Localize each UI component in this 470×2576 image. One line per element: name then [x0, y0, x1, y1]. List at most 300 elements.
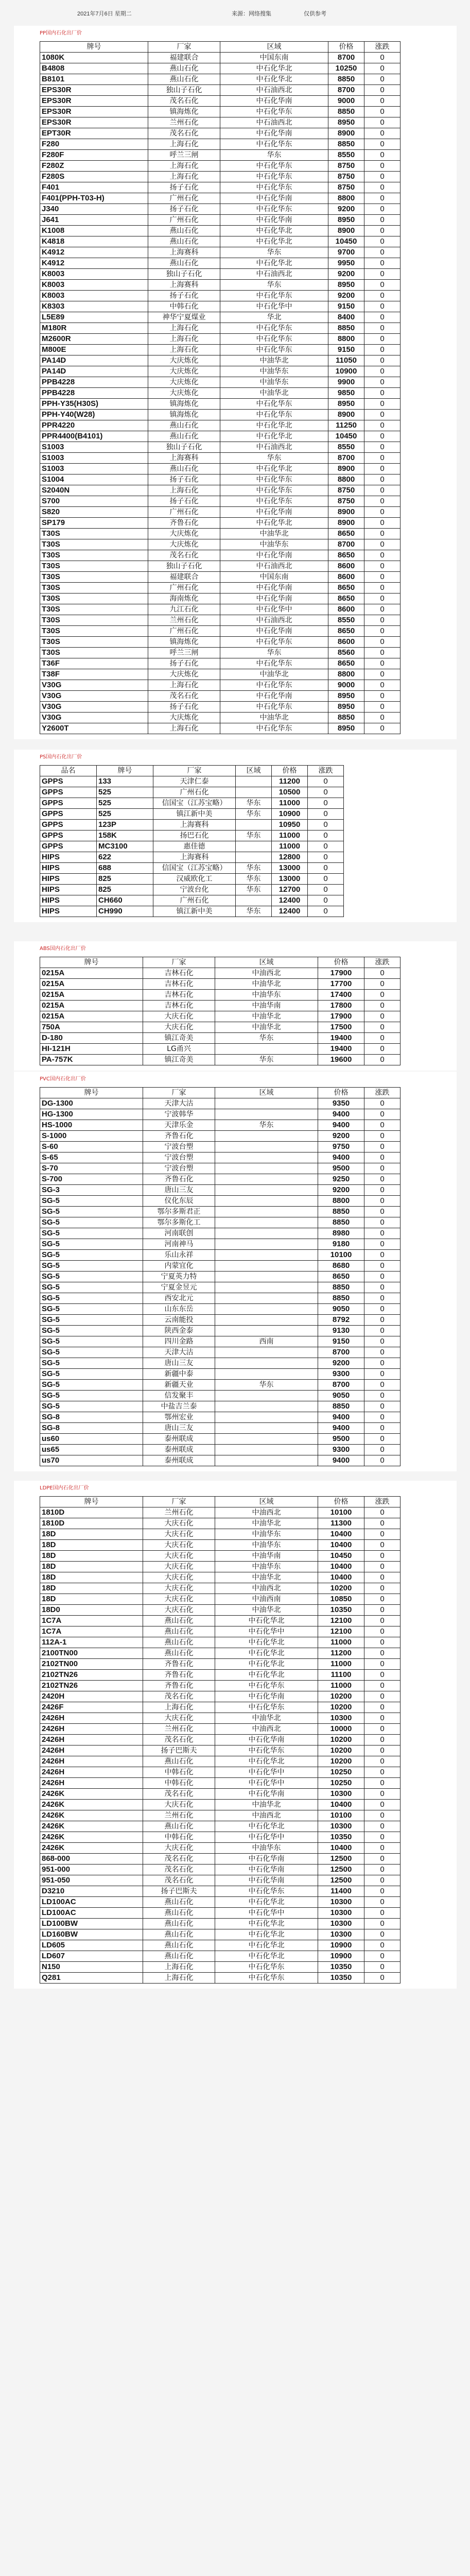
text-cell: 中油西北: [215, 1724, 318, 1735]
grade-cell: Y2600T: [40, 723, 148, 734]
grade-cell: 2426H: [40, 1713, 143, 1724]
column-header: 厂家: [148, 42, 220, 53]
text-cell: 中油华北: [215, 1011, 318, 1022]
price-cell: 10350: [318, 1605, 364, 1616]
text-cell: 镇江新中美: [153, 809, 236, 820]
column-header: 品名: [40, 766, 97, 776]
text-cell: 燕山石化: [143, 1821, 215, 1832]
grade-cell: PPB4228: [40, 377, 148, 388]
grade-cell: K4818: [40, 236, 148, 247]
price-cell: 8550: [328, 442, 364, 453]
change-cell: 0: [364, 1401, 401, 1412]
grade-cell: F280S: [40, 172, 148, 182]
table-row: [40, 1380, 401, 1391]
grade-cell: EPS30R: [40, 96, 148, 107]
price-cell: 10200: [318, 1583, 364, 1594]
price-cell: 9900: [328, 377, 364, 388]
text-cell: 燕山石化: [148, 258, 220, 269]
text-cell: 中石化华南: [220, 583, 328, 594]
text-cell: [215, 1174, 318, 1185]
grade-cell: V30G: [40, 680, 148, 691]
text-cell: 中油华南: [215, 1001, 318, 1011]
text-cell: 西安北元: [143, 1293, 215, 1304]
grade-cell: J641: [40, 215, 148, 226]
price-cell: 10200: [318, 1756, 364, 1767]
table-row: [40, 1131, 401, 1142]
price-cell: 10300: [318, 1929, 364, 1940]
grade-cell: 18D: [40, 1551, 143, 1562]
grade-cell: SG-5: [40, 1336, 143, 1347]
change-cell: 0: [364, 680, 401, 691]
price-cell: 8680: [318, 1261, 364, 1272]
grade-cell: SG-5: [40, 1272, 143, 1282]
text-cell: 扬子巴斯夫: [143, 1745, 215, 1756]
text-cell: 海南炼化: [148, 594, 220, 604]
grade-cell: SG-8: [40, 1412, 143, 1423]
price-cell: 8950: [328, 399, 364, 410]
price-table: [40, 1496, 401, 1984]
change-cell: 0: [364, 247, 401, 258]
price-cell: 8600: [328, 561, 364, 572]
grade-cell: 825: [97, 874, 153, 885]
text-cell: 华东: [215, 1055, 318, 1065]
grade-cell: LD605: [40, 1940, 143, 1951]
column-header: 涨跌: [364, 42, 401, 53]
change-cell: 0: [364, 1228, 401, 1239]
text-cell: [215, 1369, 318, 1380]
price-cell: 10400: [318, 1800, 364, 1810]
table-row: [40, 442, 401, 453]
change-cell: 0: [364, 1033, 401, 1044]
change-cell: 0: [364, 323, 401, 334]
change-cell: 0: [364, 1745, 401, 1756]
table-row: [40, 139, 401, 150]
text-cell: 天津大沽: [143, 1347, 215, 1358]
column-header: 涨跌: [308, 766, 344, 776]
change-cell: 0: [364, 658, 401, 669]
grade-cell: 1C7A: [40, 1626, 143, 1637]
change-cell: 0: [364, 1583, 401, 1594]
text-cell: 中油华南: [215, 1551, 318, 1562]
text-cell: 中石化华南: [220, 215, 328, 226]
change-cell: 0: [308, 809, 344, 820]
text-cell: 燕山石化: [143, 1919, 215, 1929]
grade-cell: V30G: [40, 713, 148, 723]
table-row: [40, 615, 401, 626]
text-cell: 中石化华东: [220, 658, 328, 669]
change-cell: 0: [364, 139, 401, 150]
table-header-row: [40, 1088, 401, 1098]
text-cell: 中油西北: [215, 1810, 318, 1821]
text-cell: 中石化华南: [220, 507, 328, 518]
change-cell: 0: [364, 529, 401, 539]
change-cell: 0: [364, 172, 401, 182]
change-cell: 0: [364, 1843, 401, 1854]
change-cell: 0: [364, 410, 401, 420]
text-cell: 齐鲁石化: [143, 1174, 215, 1185]
table-row: [40, 1001, 401, 1011]
text-cell: 中油华北: [215, 979, 318, 990]
grade-cell: 18D: [40, 1529, 143, 1540]
price-cell: 9050: [318, 1304, 364, 1315]
price-cell: 10400: [318, 1540, 364, 1551]
price-cell: 9950: [328, 258, 364, 269]
grade-cell: F280F: [40, 150, 148, 161]
text-cell: 宁夏英力特: [143, 1272, 215, 1282]
price-cell: 10300: [318, 1821, 364, 1832]
change-cell: 0: [364, 1109, 401, 1120]
table-row: [40, 1391, 401, 1401]
text-cell: 燕山石化: [143, 1908, 215, 1919]
text-cell: 上海石化: [148, 139, 220, 150]
table-row: [40, 1282, 401, 1293]
text-cell: 四川金路: [143, 1336, 215, 1347]
text-cell: [236, 852, 272, 863]
text-cell: [236, 787, 272, 798]
table-row: [40, 1163, 401, 1174]
grade-cell: GPPS: [40, 776, 97, 787]
text-cell: 燕山石化: [143, 1637, 215, 1648]
text-cell: 陕西金泰: [143, 1326, 215, 1336]
table-row: [40, 63, 401, 74]
text-cell: 中油西北: [215, 968, 318, 979]
text-cell: 中国东南: [220, 572, 328, 583]
text-cell: 中石化华东: [220, 182, 328, 193]
price-cell: 8800: [328, 193, 364, 204]
grade-cell: LD100BW: [40, 1919, 143, 1929]
price-cell: 8700: [328, 85, 364, 96]
text-cell: 华东: [236, 885, 272, 895]
column-header: 区域: [236, 766, 272, 776]
change-cell: 0: [364, 1358, 401, 1369]
text-cell: [215, 1185, 318, 1196]
price-cell: 12100: [318, 1616, 364, 1626]
change-cell: 0: [364, 1659, 401, 1670]
grade-cell: 2102TN00: [40, 1659, 143, 1670]
text-cell: 扬子石化: [148, 204, 220, 215]
text-cell: 大庆石化: [143, 1583, 215, 1594]
text-cell: 华东: [220, 648, 328, 658]
grade-cell: CH660: [97, 895, 153, 906]
table-row: [40, 1120, 401, 1131]
grade-cell: T30S: [40, 648, 148, 658]
change-cell: 0: [364, 1789, 401, 1800]
change-cell: 0: [308, 820, 344, 831]
section-title: PS国内石化出厂价: [40, 754, 82, 760]
text-cell: 中石化华东: [215, 1681, 318, 1691]
text-cell: 燕山石化: [143, 1951, 215, 1962]
text-cell: 唐山三友: [143, 1358, 215, 1369]
text-cell: 中石化华南: [220, 193, 328, 204]
change-cell: 0: [364, 1217, 401, 1228]
grade-cell: PA14D: [40, 355, 148, 366]
text-cell: [215, 1455, 318, 1466]
text-cell: 中石化华北: [220, 431, 328, 442]
price-cell: 8750: [328, 485, 364, 496]
text-cell: 扬子石化: [148, 291, 220, 301]
change-cell: 0: [364, 117, 401, 128]
table-header-row: [40, 1497, 401, 1507]
text-cell: 上海石化: [148, 485, 220, 496]
text-cell: 上海石化: [148, 161, 220, 172]
text-cell: 中韩石化: [143, 1832, 215, 1843]
price-cell: 8950: [328, 702, 364, 713]
grade-cell: GPPS: [40, 787, 97, 798]
column-header: 涨跌: [364, 1088, 401, 1098]
text-cell: 大庆石化: [143, 1540, 215, 1551]
text-cell: 中石化华东: [220, 345, 328, 355]
text-cell: [215, 1044, 318, 1055]
table-row: [40, 702, 401, 713]
text-cell: 大庆炼化: [148, 713, 220, 723]
text-cell: 信发聚丰: [143, 1391, 215, 1401]
price-cell: 8850: [318, 1293, 364, 1304]
change-cell: 0: [364, 453, 401, 464]
table-row: [40, 1670, 401, 1681]
change-cell: 0: [364, 648, 401, 658]
text-cell: 大庆石化: [143, 1713, 215, 1724]
price-cell: 8800: [328, 474, 364, 485]
price-cell: 9500: [318, 1434, 364, 1445]
price-cell: 8550: [328, 615, 364, 626]
change-cell: 0: [364, 1174, 401, 1185]
text-cell: 中盐吉兰泰: [143, 1401, 215, 1412]
price-cell: 11000: [272, 798, 308, 809]
table-row: [40, 776, 344, 787]
table-row: [40, 1821, 401, 1832]
change-cell: 0: [364, 1702, 401, 1713]
price-cell: 8650: [318, 1272, 364, 1282]
change-cell: 0: [364, 1518, 401, 1529]
text-cell: 中石化华东: [220, 107, 328, 117]
text-cell: [236, 776, 272, 787]
grade-cell: EPS30R: [40, 107, 148, 117]
change-cell: 0: [364, 236, 401, 247]
text-cell: 福建联合: [148, 572, 220, 583]
change-cell: 0: [364, 182, 401, 193]
table-row: [40, 507, 401, 518]
change-cell: 0: [364, 1434, 401, 1445]
table-row: [40, 990, 401, 1001]
text-cell: 中石化华北: [215, 1648, 318, 1659]
column-header: 牌号: [40, 1088, 143, 1098]
text-cell: 广州石化: [148, 215, 220, 226]
grade-cell: 1C7A: [40, 1616, 143, 1626]
table-row: [40, 1897, 401, 1908]
change-cell: 0: [364, 583, 401, 594]
text-cell: 大庆石化: [143, 1529, 215, 1540]
grade-cell: HIPS: [40, 895, 97, 906]
text-cell: 大庆炼化: [148, 529, 220, 539]
table-row: [40, 1293, 401, 1304]
change-cell: 0: [364, 269, 401, 280]
grade-cell: EPS30R: [40, 117, 148, 128]
text-cell: 茂名石化: [148, 128, 220, 139]
change-cell: 0: [308, 895, 344, 906]
text-cell: 中石化华中: [220, 604, 328, 615]
text-cell: LG甬兴: [143, 1044, 215, 1055]
text-cell: 天津乐金: [143, 1120, 215, 1131]
table-row: [40, 1843, 401, 1854]
table-row: [40, 53, 401, 63]
grade-cell: M2600R: [40, 334, 148, 345]
text-cell: 华东: [215, 1033, 318, 1044]
text-cell: [215, 1228, 318, 1239]
grade-cell: 133: [97, 776, 153, 787]
change-cell: 0: [364, 474, 401, 485]
text-cell: 中石化华东: [220, 702, 328, 713]
table-row: [40, 669, 401, 680]
text-cell: 茂名石化: [143, 1875, 215, 1886]
section-title: PP国内石化出厂价: [40, 30, 82, 36]
text-cell: 中石化华北: [220, 236, 328, 247]
table-row: [40, 1239, 401, 1250]
table-row: [40, 1919, 401, 1929]
price-cell: 11400: [318, 1886, 364, 1897]
change-cell: 0: [364, 1778, 401, 1789]
grade-cell: PPR4400(B4101): [40, 431, 148, 442]
text-cell: 兰州石化: [143, 1810, 215, 1821]
text-cell: 中石化华东: [215, 1973, 318, 1984]
grade-cell: HI-121H: [40, 1044, 143, 1055]
grade-cell: T30S: [40, 637, 148, 648]
text-cell: 吉林石化: [143, 968, 215, 979]
text-cell: 中油华东: [215, 1562, 318, 1572]
text-cell: 中石化华东: [220, 474, 328, 485]
change-cell: 0: [364, 1098, 401, 1109]
grade-cell: S1004: [40, 474, 148, 485]
table-row: [40, 1412, 401, 1423]
text-cell: 中石化华东: [220, 399, 328, 410]
column-header: 区域: [215, 1088, 318, 1098]
grade-cell: SG-5: [40, 1207, 143, 1217]
grade-cell: 2426H: [40, 1745, 143, 1756]
text-cell: 上海石化: [143, 1973, 215, 1984]
table-row: [40, 1800, 401, 1810]
change-cell: 0: [364, 1810, 401, 1821]
section-title: PVC国内石化出厂价: [40, 1076, 86, 1082]
text-cell: [215, 1239, 318, 1250]
grade-cell: 2426K: [40, 1800, 143, 1810]
grade-cell: 0215A: [40, 990, 143, 1001]
text-cell: 扬子巴斯夫: [143, 1886, 215, 1897]
grade-cell: 0215A: [40, 968, 143, 979]
text-cell: 中石油西北: [220, 269, 328, 280]
grade-cell: T30S: [40, 626, 148, 637]
price-cell: 8950: [328, 117, 364, 128]
table-row: [40, 583, 401, 594]
text-cell: 中油华北: [220, 388, 328, 399]
text-cell: 燕山石化: [143, 1756, 215, 1767]
change-cell: 0: [364, 1940, 401, 1951]
price-cell: 8950: [328, 215, 364, 226]
text-cell: 华东: [215, 1380, 318, 1391]
text-cell: 燕山石化: [143, 1648, 215, 1659]
price-cell: 10200: [318, 1735, 364, 1745]
change-cell: 0: [364, 561, 401, 572]
grade-cell: T30S: [40, 604, 148, 615]
text-cell: 扬子石化: [148, 182, 220, 193]
grade-cell: 2426K: [40, 1832, 143, 1843]
price-cell: 8600: [328, 572, 364, 583]
text-cell: 吉林石化: [143, 979, 215, 990]
table-row: [40, 1507, 401, 1518]
text-cell: 中石化华北: [215, 1821, 318, 1832]
table-row: [40, 1529, 401, 1540]
grade-cell: PPB4228: [40, 388, 148, 399]
table-row: [40, 594, 401, 604]
change-cell: 0: [364, 1011, 401, 1022]
grade-cell: 1810D: [40, 1518, 143, 1529]
change-cell: 0: [364, 1854, 401, 1865]
change-cell: 0: [364, 691, 401, 702]
text-cell: 中石化华中: [220, 301, 328, 312]
text-cell: 镇海炼化: [148, 107, 220, 117]
change-cell: 0: [364, 1272, 401, 1282]
column-header: 厂家: [153, 766, 236, 776]
change-cell: 0: [364, 1380, 401, 1391]
text-cell: 大庆石化: [143, 1562, 215, 1572]
grade-cell: 18D: [40, 1572, 143, 1583]
table-row: [40, 291, 401, 301]
text-cell: 宁波台塑: [143, 1163, 215, 1174]
text-cell: 茂名石化: [143, 1735, 215, 1745]
change-cell: 0: [364, 291, 401, 301]
grade-cell: B4808: [40, 63, 148, 74]
text-cell: 中油华东: [220, 377, 328, 388]
table-header-row: [40, 957, 401, 968]
grade-cell: 525: [97, 798, 153, 809]
table-row: [40, 1250, 401, 1261]
text-cell: 唐山三友: [143, 1423, 215, 1434]
grade-cell: T30S: [40, 529, 148, 539]
text-cell: 中石化华北: [215, 1659, 318, 1670]
price-cell: 8850: [328, 139, 364, 150]
grade-cell: F401(PPH-T03-H): [40, 193, 148, 204]
text-cell: 上海赛科: [148, 247, 220, 258]
text-cell: [215, 1358, 318, 1369]
text-cell: 大庆炼化: [148, 355, 220, 366]
text-cell: 中油西南: [215, 1594, 318, 1605]
grade-cell: LD160BW: [40, 1929, 143, 1940]
price-cell: 17500: [318, 1022, 364, 1033]
text-cell: [236, 841, 272, 852]
table-row: [40, 366, 401, 377]
price-cell: 8900: [328, 464, 364, 474]
change-cell: 0: [364, 107, 401, 117]
table-row: [40, 496, 401, 507]
table-row: [40, 1572, 401, 1583]
table-row: [40, 691, 401, 702]
price-cell: 10250: [328, 63, 364, 74]
text-cell: 广州石化: [148, 583, 220, 594]
text-cell: 华东: [236, 874, 272, 885]
text-cell: 中石油西北: [220, 615, 328, 626]
price-cell: 9200: [318, 1358, 364, 1369]
text-cell: 齐鲁石化: [143, 1681, 215, 1691]
grade-cell: M180R: [40, 323, 148, 334]
column-header: 厂家: [143, 957, 215, 968]
change-cell: 0: [364, 377, 401, 388]
grade-cell: 2426H: [40, 1724, 143, 1735]
column-header: 价格: [318, 957, 364, 968]
column-header: 牌号: [97, 766, 153, 776]
price-cell: 10350: [318, 1962, 364, 1973]
table-row: [40, 96, 401, 107]
change-cell: 0: [364, 1529, 401, 1540]
grade-cell: SG-5: [40, 1293, 143, 1304]
text-cell: 大庆石化: [143, 1011, 215, 1022]
